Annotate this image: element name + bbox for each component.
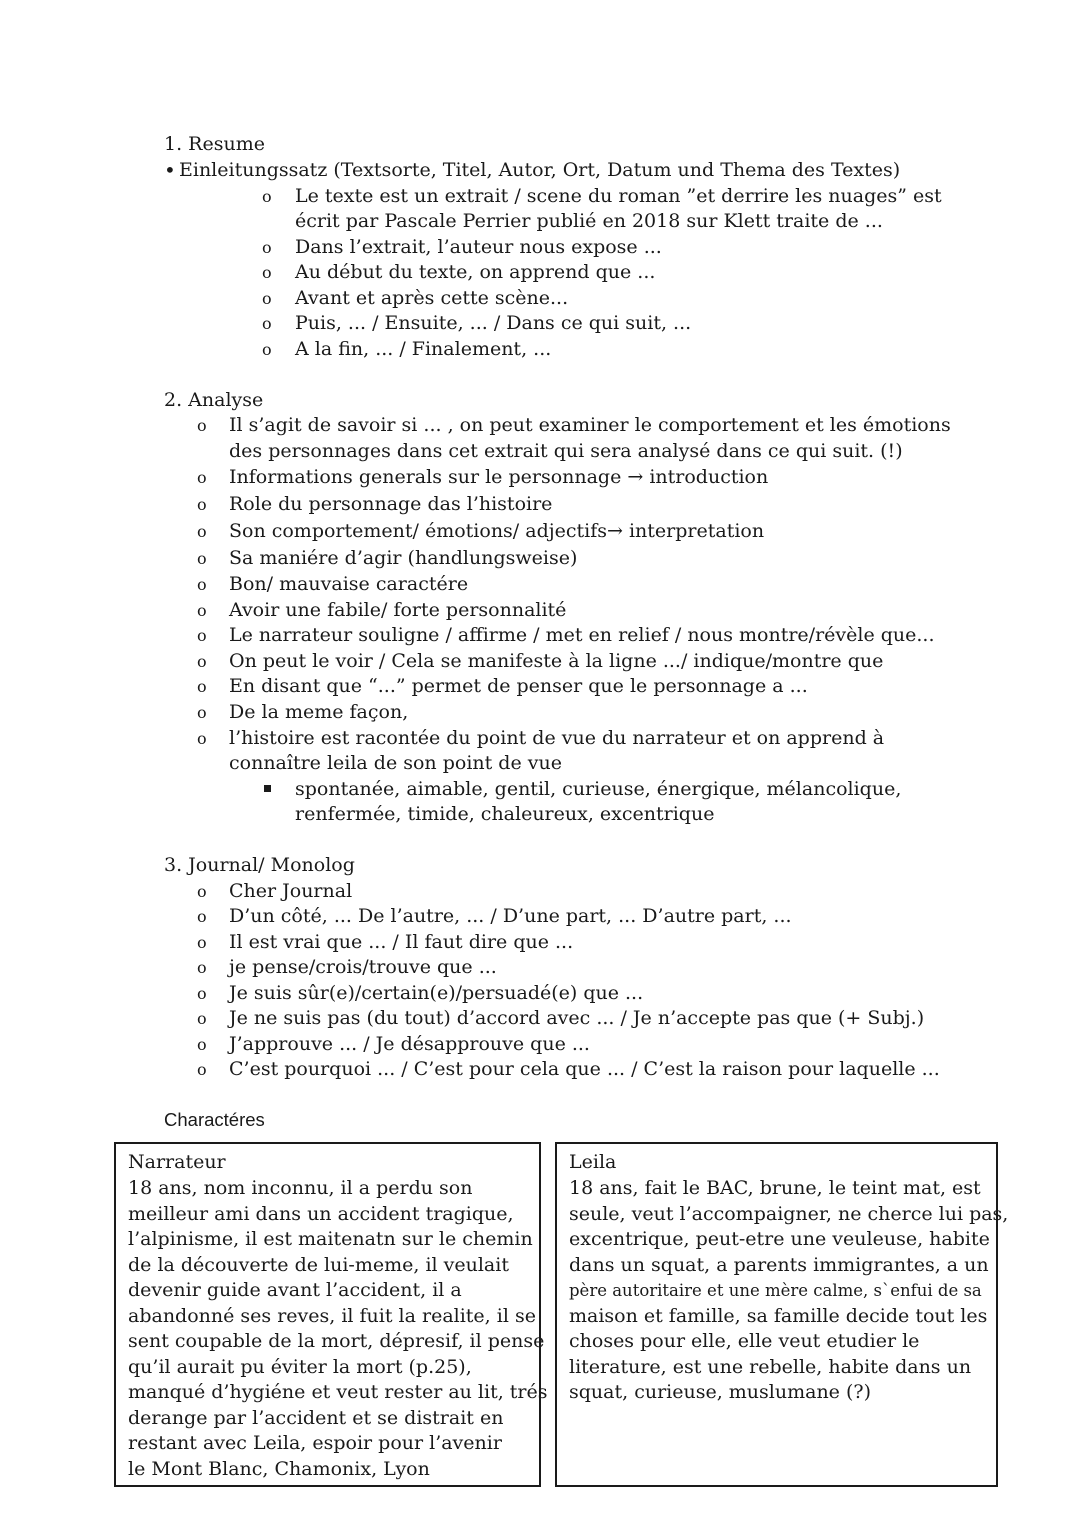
list-item: A la fin, ... / Finalement, ... [295, 338, 552, 360]
square-bullet-icon [264, 785, 271, 792]
circle-bullet-icon: o [197, 703, 207, 722]
section1-heading: 1. Resume [164, 133, 265, 155]
narrateur-line: restant avec Leila, espoir pour l’avenir [128, 1432, 502, 1454]
circle-bullet-icon: o [262, 340, 272, 359]
sub-list-item: spontanée, aimable, gentil, curieuse, énergique, mélancolique, [295, 778, 902, 800]
list-item: Puis, ... / Ensuite, ... / Dans ce qui suit, ... [295, 312, 692, 334]
narrateur-line: de la découverte de lui-meme, il veulait [128, 1254, 509, 1276]
circle-bullet-icon: o [197, 882, 207, 901]
list-item: Dans l’extrait, l’auteur nous expose ... [295, 236, 662, 258]
circle-bullet-icon: o [197, 626, 207, 645]
leila-line: seule, veut l’accompaigner, ne cherce lui pas, [569, 1203, 1009, 1225]
list-item: Role du personnage das l’histoire [229, 493, 553, 515]
narrateur-line: devenir guide avant l’accident, il a [128, 1279, 462, 1301]
list-item: Informations generals sur le personnage → introduction [229, 466, 769, 488]
leila-line: 18 ans, fait le BAC, brune, le teint mat, est [569, 1177, 981, 1199]
circle-bullet-icon: o [262, 314, 272, 333]
section1-intro: Einleitungssatz (Textsorte, Titel, Autor, Ort, Datum und Thema des Textes) [179, 159, 901, 181]
list-item: je pense/crois/trouve que ... [229, 956, 497, 978]
circle-bullet-icon: o [197, 1060, 207, 1079]
list-item: Bon/ mauvaise caractére [229, 573, 469, 595]
circle-bullet-icon: o [197, 677, 207, 696]
list-item: l’histoire est racontée du point de vue du narrateur et on apprend à [229, 727, 885, 749]
narrateur-line: manqué d’hygiéne et veut rester au lit, trés [128, 1381, 548, 1403]
narrateur-line: sent coupable de la mort, dépresif, il pense [128, 1330, 545, 1352]
narrateur-title: Narrateur [128, 1151, 226, 1173]
characters-heading: Charactéres [164, 1109, 265, 1130]
narrateur-line: le Mont Blanc, Chamonix, Lyon [128, 1458, 430, 1480]
leila-title: Leila [569, 1151, 617, 1173]
list-item: Je ne suis pas (du tout) d’accord avec ... / Je n’accepte pas que (+ Subj.) [229, 1007, 925, 1029]
bullet-dot-icon: • [164, 158, 176, 182]
list-item: Il s’agit de savoir si ... , on peut examiner le comportement et les émotions [229, 414, 951, 436]
circle-bullet-icon: o [197, 933, 207, 952]
circle-bullet-icon: o [262, 187, 272, 206]
narrateur-line: abandonné ses reves, il fuit la realite, il se [128, 1305, 536, 1327]
list-item: des personnages dans cet extrait qui sera analysé dans ce qui suit. (!) [229, 440, 903, 462]
circle-bullet-icon: o [197, 416, 207, 435]
list-item: Il est vrai que ... / Il faut dire que ... [229, 931, 574, 953]
list-item: Cher Journal [229, 880, 353, 902]
list-item: Le narrateur souligne / affirme / met en relief / nous montre/révèle que... [229, 624, 935, 646]
leila-line: squat, curieuse, muslumane (?) [569, 1381, 871, 1403]
list-item: J’approuve ... / Je désapprouve que ... [229, 1033, 590, 1055]
circle-bullet-icon: o [262, 289, 272, 308]
list-item: Au début du texte, on apprend que ... [295, 261, 656, 283]
circle-bullet-icon: o [197, 1009, 207, 1028]
leila-line: maison et famille, sa famille decide tout les [569, 1305, 988, 1327]
list-item: Avoir une fabile/ forte personnalité [229, 599, 567, 621]
list-item: Sa maniére d’agir (handlungsweise) [229, 547, 578, 569]
circle-bullet-icon: o [197, 984, 207, 1003]
narrateur-line: derange par l’accident et se distrait en [128, 1407, 504, 1429]
leila-line: dans un squat, a parents immigrantes, a un [569, 1254, 989, 1276]
circle-bullet-icon: o [197, 729, 207, 748]
list-item: D’un côté, ... De l’autre, ... / D’une part, ... D’autre part, ... [229, 905, 792, 927]
circle-bullet-icon: o [262, 263, 272, 282]
circle-bullet-icon: o [197, 907, 207, 926]
section2-heading: 2. Analyse [164, 389, 264, 411]
narrateur-line: meilleur ami dans un accident tragique, [128, 1203, 514, 1225]
list-item: De la meme façon, [229, 701, 409, 723]
list-item: C’est pourquoi ... / C’est pour cela que ... / C’est la raison pour laquelle ... [229, 1058, 940, 1080]
circle-bullet-icon: o [262, 238, 272, 257]
leila-line: excentrique, peut-etre une veuleuse, habite [569, 1228, 990, 1250]
list-item: Son comportement/ émotions/ adjectifs→ interpretation [229, 520, 765, 542]
leila-line: choses pour elle, elle veut etudier le [569, 1330, 920, 1352]
circle-bullet-icon: o [197, 549, 207, 568]
circle-bullet-icon: o [197, 1035, 207, 1054]
circle-bullet-icon: o [197, 601, 207, 620]
list-item: Avant et après cette scène... [295, 287, 569, 309]
circle-bullet-icon: o [197, 495, 207, 514]
list-item: Le texte est un extrait / scene du roman ”et derrire les nuages” est [295, 185, 942, 207]
list-item: Je suis sûr(e)/certain(e)/persuadé(e) que ... [229, 982, 644, 1004]
leila-line: père autoritaire et une mère calme, s`enfui de sa [569, 1281, 982, 1300]
circle-bullet-icon: o [197, 958, 207, 977]
narrateur-line: 18 ans, nom inconnu, il a perdu son [128, 1177, 473, 1199]
leila-line: literature, est une rebelle, habite dans un [569, 1356, 972, 1378]
circle-bullet-icon: o [197, 575, 207, 594]
circle-bullet-icon: o [197, 522, 207, 541]
narrateur-line: l’alpinisme, il est maitenatn sur le chemin [128, 1228, 533, 1250]
circle-bullet-icon: o [197, 652, 207, 671]
list-item: écrit par Pascale Perrier publié en 2018 sur Klett traite de ... [295, 210, 883, 232]
list-item: On peut le voir / Cela se manifeste à la ligne .../ indique/montre que [229, 650, 884, 672]
list-item: connaître leila de son point de vue [229, 752, 562, 774]
circle-bullet-icon: o [197, 468, 207, 487]
sub-list-item: renfermée, timide, chaleureux, excentrique [295, 803, 715, 825]
section3-heading: 3. Journal/ Monolog [164, 854, 355, 876]
list-item: En disant que “...” permet de penser que le personnage a ... [229, 675, 808, 697]
narrateur-line: qu’il aurait pu éviter la mort (p.25), [128, 1356, 472, 1378]
